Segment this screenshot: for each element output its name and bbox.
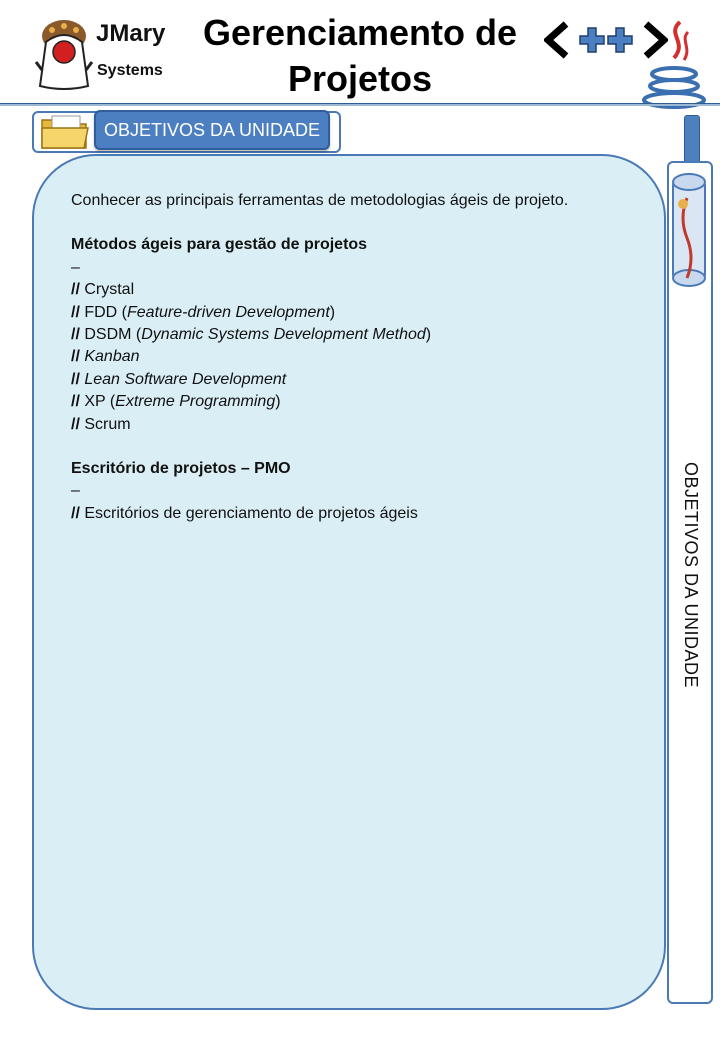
section-header-button[interactable]: OBJETIVOS DA UNIDADE bbox=[94, 110, 330, 150]
list-item bbox=[71, 302, 651, 324]
bullet-marker: // bbox=[71, 326, 80, 344]
side-rail bbox=[684, 115, 700, 164]
list-item-text: FDD ( bbox=[84, 303, 127, 321]
list-item-text: Escritórios de gerenciamento de projetos ágeis bbox=[84, 504, 418, 522]
list-item bbox=[71, 279, 651, 301]
list-item bbox=[71, 391, 651, 413]
bullet-marker: // bbox=[71, 370, 80, 388]
list-item-tail: ) bbox=[275, 393, 281, 411]
list-item-text: Crystal bbox=[84, 281, 135, 299]
group2-list bbox=[71, 503, 651, 525]
group2-heading: Escritório de projetos – PMO bbox=[71, 460, 291, 478]
list-item-italic: Extreme Programming bbox=[115, 393, 276, 411]
list-item bbox=[71, 346, 651, 368]
group1-heading: Métodos ágeis para gestão de projetos bbox=[71, 236, 368, 254]
side-label: OBJETIVOS DA UNIDADE bbox=[681, 462, 701, 689]
list-item bbox=[71, 414, 651, 436]
list-item-italic: Feature-driven Development bbox=[127, 303, 330, 321]
bullet-marker: // bbox=[71, 348, 80, 366]
bullet-marker: // bbox=[71, 415, 80, 433]
scroll-icon bbox=[667, 168, 711, 292]
bullet-marker: // bbox=[71, 504, 80, 522]
group2-dash: – bbox=[71, 482, 80, 500]
list-item-italic: Kanban bbox=[84, 348, 140, 366]
brand-sub: Systems bbox=[97, 62, 163, 79]
list-item bbox=[71, 503, 651, 525]
page-title: Gerenciamento de Projetos bbox=[202, 12, 518, 99]
group1-dash: – bbox=[71, 258, 80, 276]
list-item-text: Scrum bbox=[84, 415, 131, 433]
list-item-italic: Dynamic Systems Development Method bbox=[141, 326, 426, 344]
brand-name: JMary bbox=[96, 20, 166, 47]
list-item-italic: Lean Software Development bbox=[84, 370, 287, 388]
list-item-tail: ) bbox=[329, 303, 336, 321]
intro-text: Conhecer as principais ferramentas de metodologias ágeis de projeto. bbox=[71, 192, 569, 209]
list-item-text: XP ( bbox=[84, 393, 116, 411]
header-divider-shade bbox=[0, 104, 720, 106]
bullet-marker: // bbox=[71, 393, 80, 411]
objectives-text bbox=[71, 190, 651, 525]
group1-list bbox=[71, 279, 651, 436]
list-item bbox=[71, 324, 651, 346]
list-item bbox=[71, 369, 651, 391]
list-item-text: DSDM ( bbox=[84, 326, 142, 344]
folder-icon bbox=[40, 112, 92, 152]
java-logo-icon bbox=[640, 20, 710, 112]
bullet-marker: // bbox=[71, 303, 80, 321]
bullet-marker: // bbox=[71, 281, 80, 299]
list-item-tail: ) bbox=[425, 326, 432, 344]
